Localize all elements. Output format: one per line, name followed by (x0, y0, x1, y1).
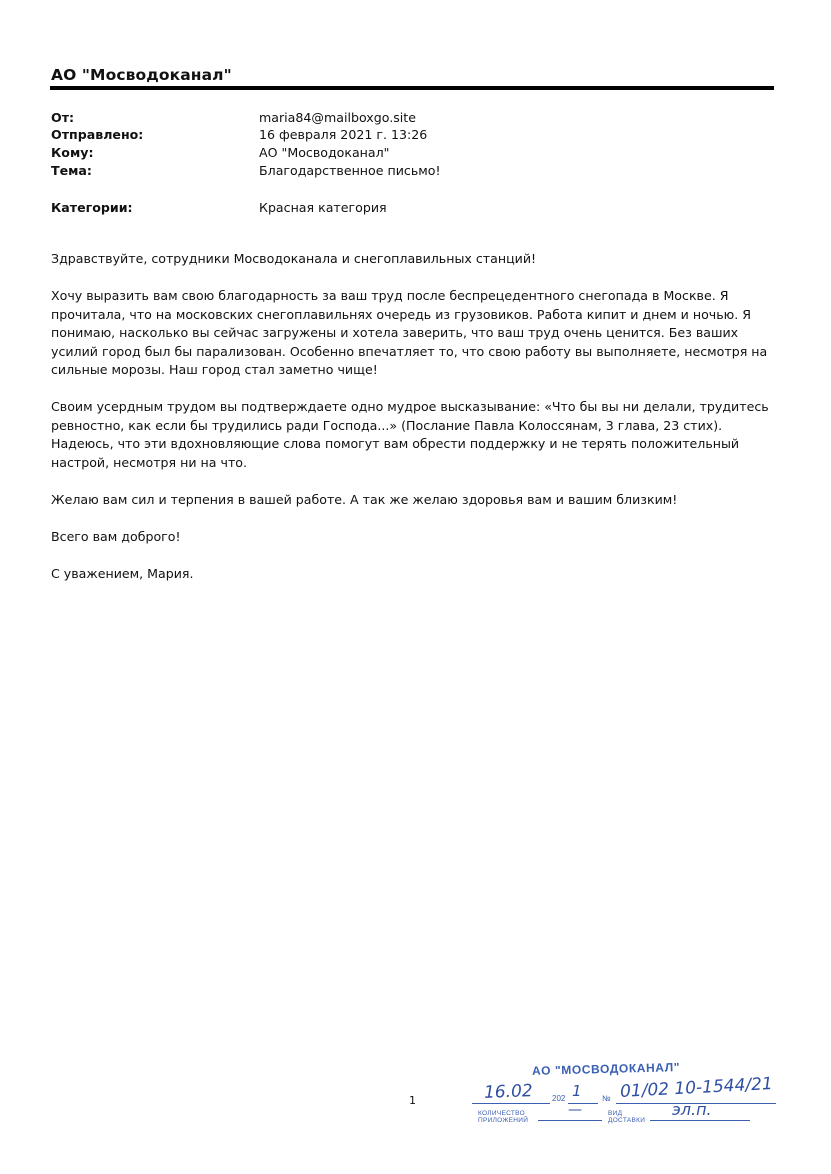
stamp-year: 1 (572, 1082, 582, 1100)
stamp-line-date (472, 1074, 782, 1106)
organization-title: АО "Мосводоканал" (51, 66, 232, 84)
paragraph: Своим усердным трудом вы подтверждаете одно мудрое высказывание: «Что бы вы ни делали, трудитесь ревностно, как если бы трудились ради Господа...» (Послание Павла Колоссянам, 3 глава, 23 стих). Надеюсь, что эти вдохновляющие слова помогут вам обрести поддержку и не терять положительный настрой, несмотря ни на что. (51, 399, 769, 470)
stamp-organization: АО "МОСВОДОКАНАЛ" (531, 1060, 681, 1078)
field-label: От: (51, 110, 75, 125)
greeting: Здравствуйте, сотрудники Мосводоканала и снегоплавильных станций! (51, 251, 537, 266)
field-value: Красная категория (259, 200, 387, 215)
closing: Всего вам доброго! (51, 528, 181, 544)
stamp-delivery-label: ВИД ДОСТАВКИ (608, 1110, 646, 1124)
stamp-number-sign: № (602, 1094, 611, 1103)
page-number: 1 (409, 1094, 416, 1107)
paragraph: Желаю вам сил и терпения в вашей работе. А так же желаю здоровья вам и вашим близким! (51, 491, 678, 507)
stamp-date: 16.02 (483, 1081, 534, 1103)
field-value: Благодарственное письмо! (259, 163, 441, 178)
stamp-underline (650, 1120, 750, 1121)
letter-body (51, 250, 781, 602)
signature: С уважением, Мария. (51, 565, 194, 581)
stamp-attachments-value: — (568, 1102, 582, 1118)
stamp-year-prefix: 202 (552, 1094, 566, 1103)
header-rule (50, 86, 774, 90)
field-label: Категории: (51, 200, 133, 215)
stamp-underline (472, 1103, 550, 1104)
stamp-number: 01/02 10-1544/21 (619, 1074, 774, 1102)
field-value: АО "Мосводоканал" (259, 145, 390, 160)
stamp-delivery-value: эл.п. (672, 1100, 712, 1119)
field-value: maria84@mailboxgo.site (259, 110, 416, 125)
stamp-attachments-label: КОЛИЧЕСТВО ПРИЛОЖЕНИЙ (478, 1110, 529, 1124)
paragraph: Хочу выразить вам свою благодарность за ваш труд после беспрецедентного снегопада в Москве. Я прочитала, что на московских снегоплавильнях очередь из грузовиков. Работа кипит и днем и ночью. Я понимаю, насколько вы сейчас загружены и хотела заверить, что ваш труд очень ценится. Без ваших усилий город был бы парализован. Особенно впечатляет то, что свою работу вы выполняете, несмотря на сильные морозы. Наш город стал заметно чище! (51, 288, 768, 377)
field-label: Кому: (51, 145, 94, 160)
field-value: 16 февраля 2021 г. 13:26 (259, 127, 428, 142)
registration-stamp (470, 1062, 790, 1132)
stamp-underline (538, 1120, 602, 1121)
field-label: Отправлено: (51, 127, 144, 142)
stamp-line-details (472, 1100, 782, 1132)
field-label: Тема: (51, 163, 92, 178)
